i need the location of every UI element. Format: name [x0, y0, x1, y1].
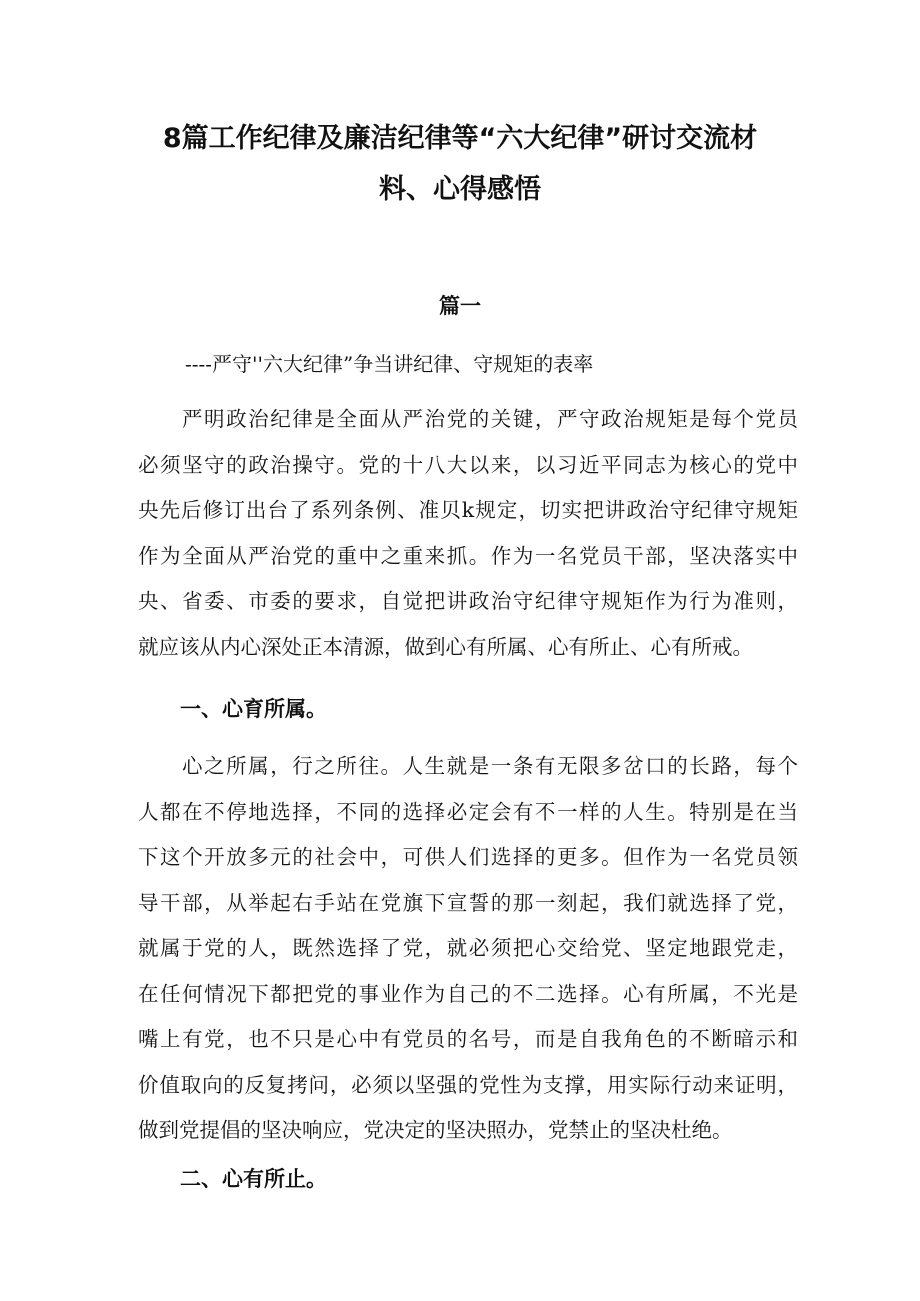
document-title-line-1: 8篇工作纪律及廉洁纪律等“六大纪律”研讨交流材	[162, 123, 758, 154]
paragraph-line: 心之所属，行之所往。人生就是一条有无限多岔口的长路，每个	[182, 754, 798, 778]
section-1-paragraph	[138, 744, 798, 1154]
document-title-line-2: 料、心得感悟	[379, 174, 541, 205]
section-2-heading: 二、心有所止。	[180, 1167, 327, 1191]
section-1-heading: 一、心育所属。	[180, 697, 327, 721]
paragraph-line: 严明政治纪律是全面从严治党的关键，严守政治规矩是每个党员	[182, 407, 798, 431]
paragraph-line: 就属于党的人，既然选择了党，就必须把心交给党、坚定地跟党走，	[138, 936, 798, 960]
paragraph-line: 央、省委、市委的要求，自觉把讲政治守纪律守规矩作为行为准则，	[138, 589, 798, 613]
paragraph-line: 必须坚守的政治操守。党的十八大以来，以习近平同志为核心的党中	[138, 452, 798, 477]
chapter-subtitle: ----严守''六大纪律”争当讲纪律、守规矩的表率	[185, 352, 594, 376]
paragraph-line: 人都在不停地选择，不同的选择必定会有不一样的人生。特别是在当	[138, 799, 798, 824]
paragraph-line: 在任何情况下都把党的事业作为自己的不二选择。心有所属，不光是	[138, 981, 798, 1006]
paragraph-line: 嘴上有党，也不只是心中有党员的名号，而是自我角色的不断暗示和	[138, 1027, 798, 1051]
paragraph-line: 做到党提倡的坚决响应，党决定的坚决照办，党禁止的坚决杜绝。	[138, 1118, 733, 1142]
paragraph-line: 央先后修订出台了系列条例、准贝k规定，切实把讲政治守纪律守规矩	[138, 498, 798, 522]
chapter-label: 篇一	[439, 294, 481, 318]
paragraph-line: 导干部，从举起右手站在党旗下宣誓的那一刻起，我们就选择了党，	[138, 890, 798, 915]
paragraph-line: 下这个开放多元的社会中，可供人们选择的更多。但作为一名党员领	[138, 845, 798, 869]
paragraph-line: 价值取向的反复拷问，必须以坚强的党性为支撑，用实际行动来证明，	[138, 1072, 798, 1097]
paragraph-line: 就应该从内心深处正本清源，做到心有所属、心有所止、心有所戒。	[138, 634, 753, 659]
paragraph-line: 作为全面从严治党的重中之重来抓。作为一名党员干部，坚决落实中	[138, 543, 798, 568]
intro-paragraph	[138, 397, 798, 670]
